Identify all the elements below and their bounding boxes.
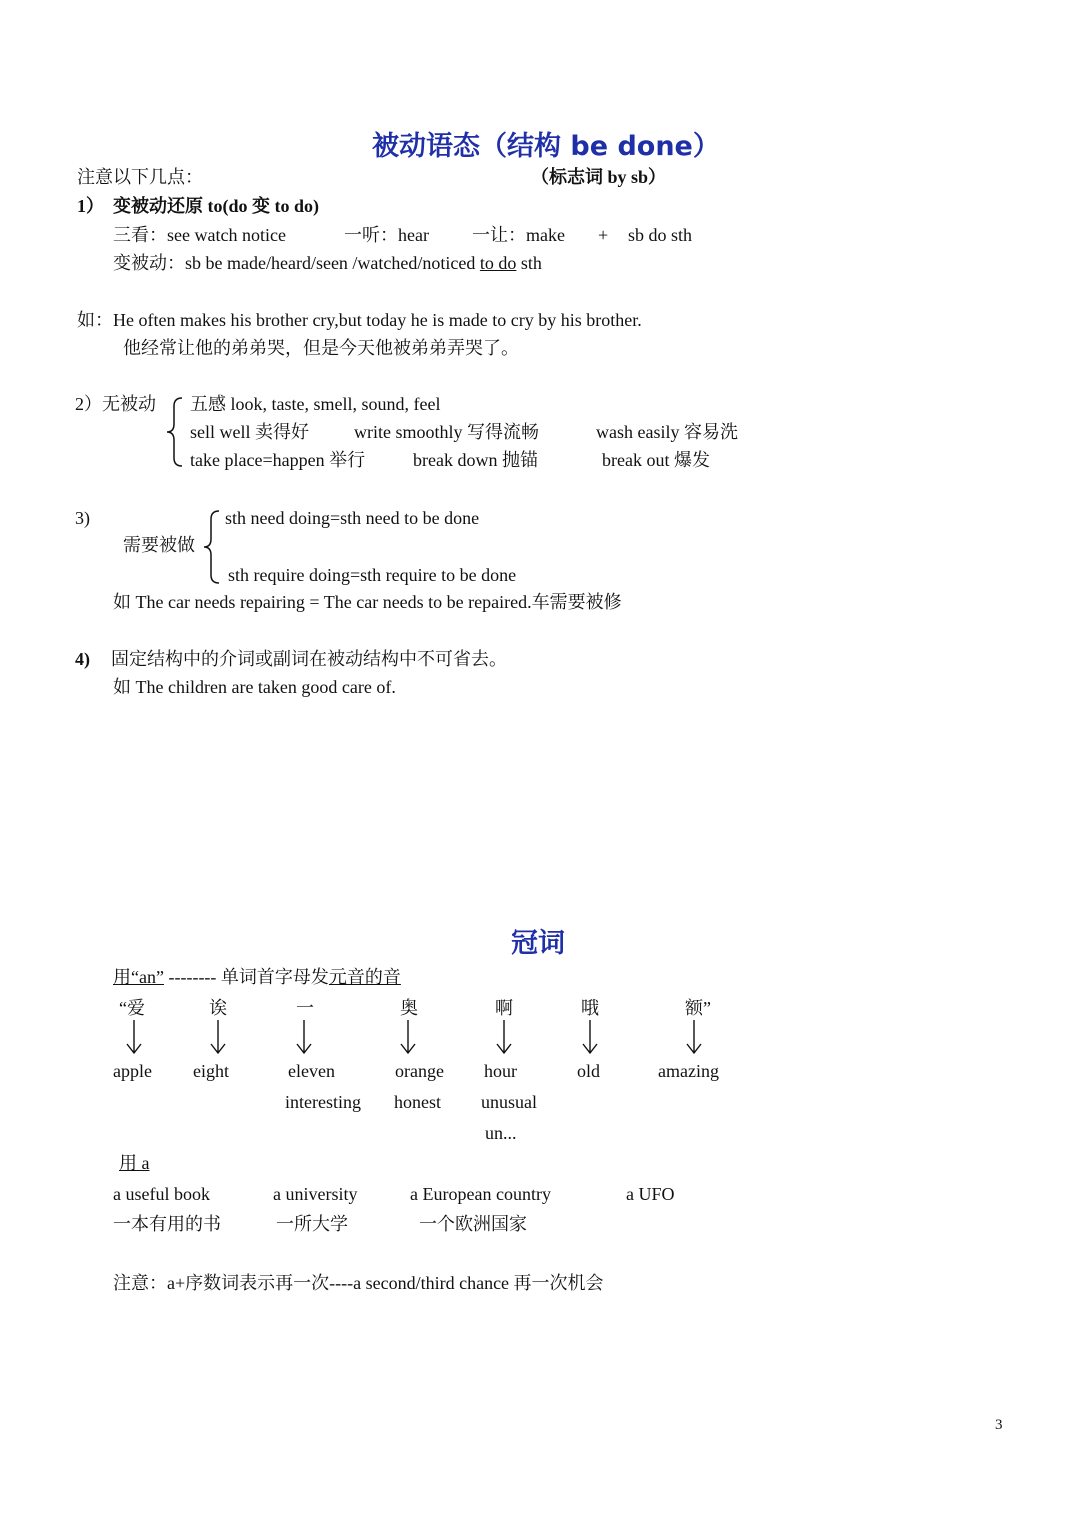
a-example: a useful book [113, 1184, 210, 1204]
down-arrow-icon [580, 1019, 600, 1055]
passive-title: 被动语态（结构 be done） [372, 131, 720, 162]
one-hear-verb: 一听：hear [344, 225, 429, 245]
sound-label: “爱 [119, 998, 145, 1018]
a-example-translation: 一本有用的书 [113, 1214, 221, 1234]
three-see-verbs: 三看：see watch notice [113, 225, 286, 245]
an-word: apple [113, 1061, 152, 1081]
an-word: eight [193, 1061, 229, 1081]
an-word: honest [394, 1092, 441, 1112]
passive-subtitle: （标志词 by sb） [531, 167, 667, 187]
point-3-number: 3) [75, 508, 90, 528]
sell-well: sell well 卖得好 [190, 422, 309, 442]
wash-easily: wash easily 容易洗 [596, 422, 738, 442]
sb-do-sth: sb do sth [628, 225, 693, 245]
passive-transform-line: 变被动：sb be made/heard/seen /watched/noticed to do sth [113, 253, 542, 273]
article-title: 冠词 [511, 928, 565, 959]
require-doing-rule: sth require doing=sth require to be done [228, 565, 517, 585]
an-word: old [577, 1061, 601, 1081]
point-3-example: 如 The car needs repairing = The car needs to be repaired.车需要被修 [113, 592, 622, 612]
a-example: a university [273, 1184, 358, 1204]
a-example: a European country [410, 1184, 551, 1204]
left-brace-icon [201, 509, 223, 585]
sound-label: 哦 [581, 998, 599, 1018]
an-word: eleven [288, 1061, 335, 1081]
a-example: a UFO [626, 1184, 675, 1204]
down-arrow-icon [684, 1019, 704, 1055]
sound-label: 一 [296, 998, 314, 1018]
point-3-label: 需要被做 [123, 535, 195, 555]
sound-label: 啊 [495, 998, 513, 1018]
an-word: interesting [285, 1092, 361, 1112]
down-arrow-icon [294, 1019, 314, 1055]
a-example-translation: 一个欧洲国家 [419, 1214, 527, 1234]
one-let-verb: 一让：make [472, 225, 565, 245]
page-number: 3 [995, 1417, 1003, 1433]
point-4-example: 如 The children are taken good care of. [113, 677, 396, 697]
a-example-translation: 一所大学 [276, 1214, 348, 1234]
sound-label: 诶 [209, 998, 227, 1018]
point-1-number: 1） [77, 196, 104, 216]
point-4-heading: 固定结构中的介词或副词在被动结构中不可省去。 [111, 649, 507, 669]
a-rule-label: 用 a [119, 1153, 150, 1173]
down-arrow-icon [494, 1019, 514, 1055]
down-arrow-icon [208, 1019, 228, 1055]
an-word: unusual [481, 1092, 537, 1112]
an-word: orange [395, 1061, 444, 1081]
an-word: un... [485, 1123, 517, 1143]
need-doing-rule: sth need doing=sth need to be done [225, 508, 480, 528]
five-senses-verbs: 五感 look, taste, smell, sound, feel [190, 394, 441, 414]
note-intro: 注意以下几点： [77, 167, 203, 187]
sound-label: 奥 [400, 998, 418, 1018]
write-smoothly: write smoothly 写得流畅 [354, 422, 539, 442]
point-2-label: 2）无被动 [75, 394, 156, 414]
down-arrow-icon [124, 1019, 144, 1055]
plus-sign: + [598, 225, 609, 245]
break-down: break down 抛锚 [413, 450, 538, 470]
example-chinese: 他经常让他的弟弟哭，但是今天他被弟弟弄哭了。 [123, 338, 519, 358]
point-1-heading: 变被动还原 to(do 变 to do) [113, 196, 319, 216]
left-brace-icon [164, 396, 186, 468]
point-4-number: 4) [75, 649, 90, 669]
down-arrow-icon [398, 1019, 418, 1055]
break-out: break out 爆发 [602, 450, 710, 470]
example-english: 如：He often makes his brother cry,but today he is made to cry by his brother. [77, 310, 642, 330]
an-word: amazing [658, 1061, 719, 1081]
an-rule-line: 用“an” -------- 单词首字母发元音的音 [113, 967, 401, 987]
ordinal-note: 注意：a+序数词表示再一次----a second/third chance 再一次机会 [113, 1273, 604, 1293]
an-word: hour [484, 1061, 517, 1081]
take-place: take place=happen 举行 [190, 450, 366, 470]
sound-label: 额” [685, 998, 711, 1018]
